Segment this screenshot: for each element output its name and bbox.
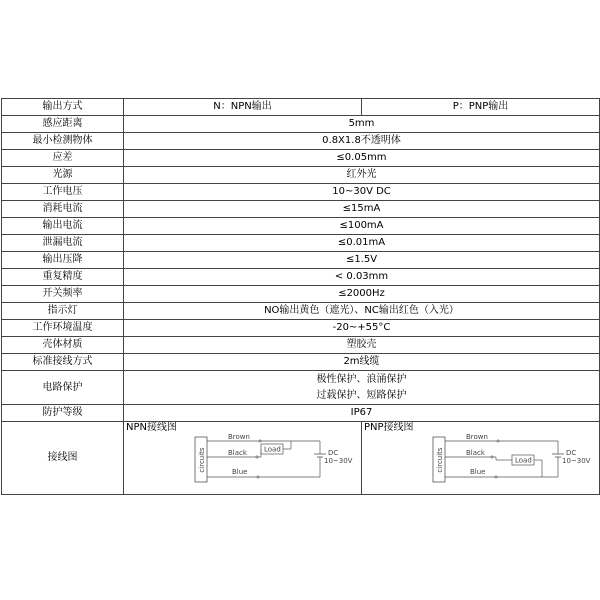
npn-output-cell: N：NPN输出 xyxy=(124,99,362,116)
output-mode-row xyxy=(2,99,600,116)
row-value: ≤2000Hz xyxy=(124,286,600,303)
spec-row xyxy=(2,167,600,184)
npn-diagram-title: NPN接线图 xyxy=(126,422,177,433)
pnp-output-cell: P：PNP输出 xyxy=(362,99,600,116)
spec-table xyxy=(1,98,600,495)
circuits-label: circuits xyxy=(198,447,206,473)
row-value: ≤15mA xyxy=(124,201,600,218)
pnp-diagram-title: PNP接线图 xyxy=(364,422,414,433)
npn-diagram xyxy=(124,422,361,494)
wiring-row xyxy=(2,422,600,495)
row-label: 光源 xyxy=(2,167,124,184)
npn-diagram-cell xyxy=(124,422,362,495)
row-value: 5mm xyxy=(124,116,600,133)
spec-row xyxy=(2,303,600,320)
dc-label: DC xyxy=(566,449,577,457)
row-label: 泄漏电流 xyxy=(2,235,124,252)
row-value: ≤1.5V xyxy=(124,252,600,269)
brown-label: Brown xyxy=(466,433,488,441)
row-value: 10~30V DC xyxy=(124,184,600,201)
spec-row xyxy=(2,286,600,303)
row-value: 0.8X1.8不透明体 xyxy=(124,133,600,150)
spec-row xyxy=(2,320,600,337)
row-label: 输出方式 xyxy=(2,99,124,116)
protection-value xyxy=(124,371,600,405)
spec-row xyxy=(2,201,600,218)
row-value: NO输出黄色（遮光）、NC输出红色（入光） xyxy=(124,303,600,320)
row-label: 输出压降 xyxy=(2,252,124,269)
row-label: 接线图 xyxy=(2,422,124,495)
row-label: 电路保护 xyxy=(2,371,124,405)
row-label: 应差 xyxy=(2,150,124,167)
row-value: 塑胶壳 xyxy=(124,337,600,354)
row-label: 工作环境温度 xyxy=(2,320,124,337)
row-value: IP67 xyxy=(124,405,600,422)
row-value: 2m线缆 xyxy=(124,354,600,371)
row-value: ≤100mA xyxy=(124,218,600,235)
row-value: ≤0.05mm xyxy=(124,150,600,167)
spec-row xyxy=(2,218,600,235)
load-label: Load xyxy=(264,445,281,454)
row-label: 重复精度 xyxy=(2,269,124,286)
row-label: 标准接线方式 xyxy=(2,354,124,371)
pnp-diagram-cell xyxy=(362,422,600,495)
spec-row xyxy=(2,269,600,286)
voltage-label: 10~30V xyxy=(324,457,353,465)
protection-line-2: 过载保护、短路保护 xyxy=(316,389,407,401)
spec-row xyxy=(2,337,600,354)
row-value: 红外光 xyxy=(124,167,600,184)
row-label: 工作电压 xyxy=(2,184,124,201)
spec-row xyxy=(2,354,600,371)
row-label: 输出电流 xyxy=(2,218,124,235)
ip-row xyxy=(2,405,600,422)
load-label: Load xyxy=(515,456,532,465)
black-label: Black xyxy=(466,449,485,457)
dc-label: DC xyxy=(328,449,339,457)
spec-row xyxy=(2,252,600,269)
black-label: Black xyxy=(228,449,247,457)
brown-label: Brown xyxy=(228,433,250,441)
row-label: 开关频率 xyxy=(2,286,124,303)
spec-row xyxy=(2,184,600,201)
spec-row xyxy=(2,133,600,150)
pnp-diagram xyxy=(362,422,599,494)
spec-row xyxy=(2,235,600,252)
row-value: ≤0.01mA xyxy=(124,235,600,252)
row-value: < 0.03mm xyxy=(124,269,600,286)
protection-row xyxy=(2,371,600,405)
blue-label: Blue xyxy=(470,468,486,476)
protection-line-1: 极性保护、浪涌保护 xyxy=(316,373,407,385)
blue-label: Blue xyxy=(232,468,248,476)
voltage-label: 10~30V xyxy=(562,457,591,465)
row-label: 感应距离 xyxy=(2,116,124,133)
row-label: 防护等级 xyxy=(2,405,124,422)
row-value: -20~+55°C xyxy=(124,320,600,337)
spec-row xyxy=(2,150,600,167)
circuits-label: circuits xyxy=(436,447,444,473)
row-label: 指示灯 xyxy=(2,303,124,320)
row-label: 壳体材质 xyxy=(2,337,124,354)
row-label: 消耗电流 xyxy=(2,201,124,218)
row-label: 最小检测物体 xyxy=(2,133,124,150)
spec-row xyxy=(2,116,600,133)
